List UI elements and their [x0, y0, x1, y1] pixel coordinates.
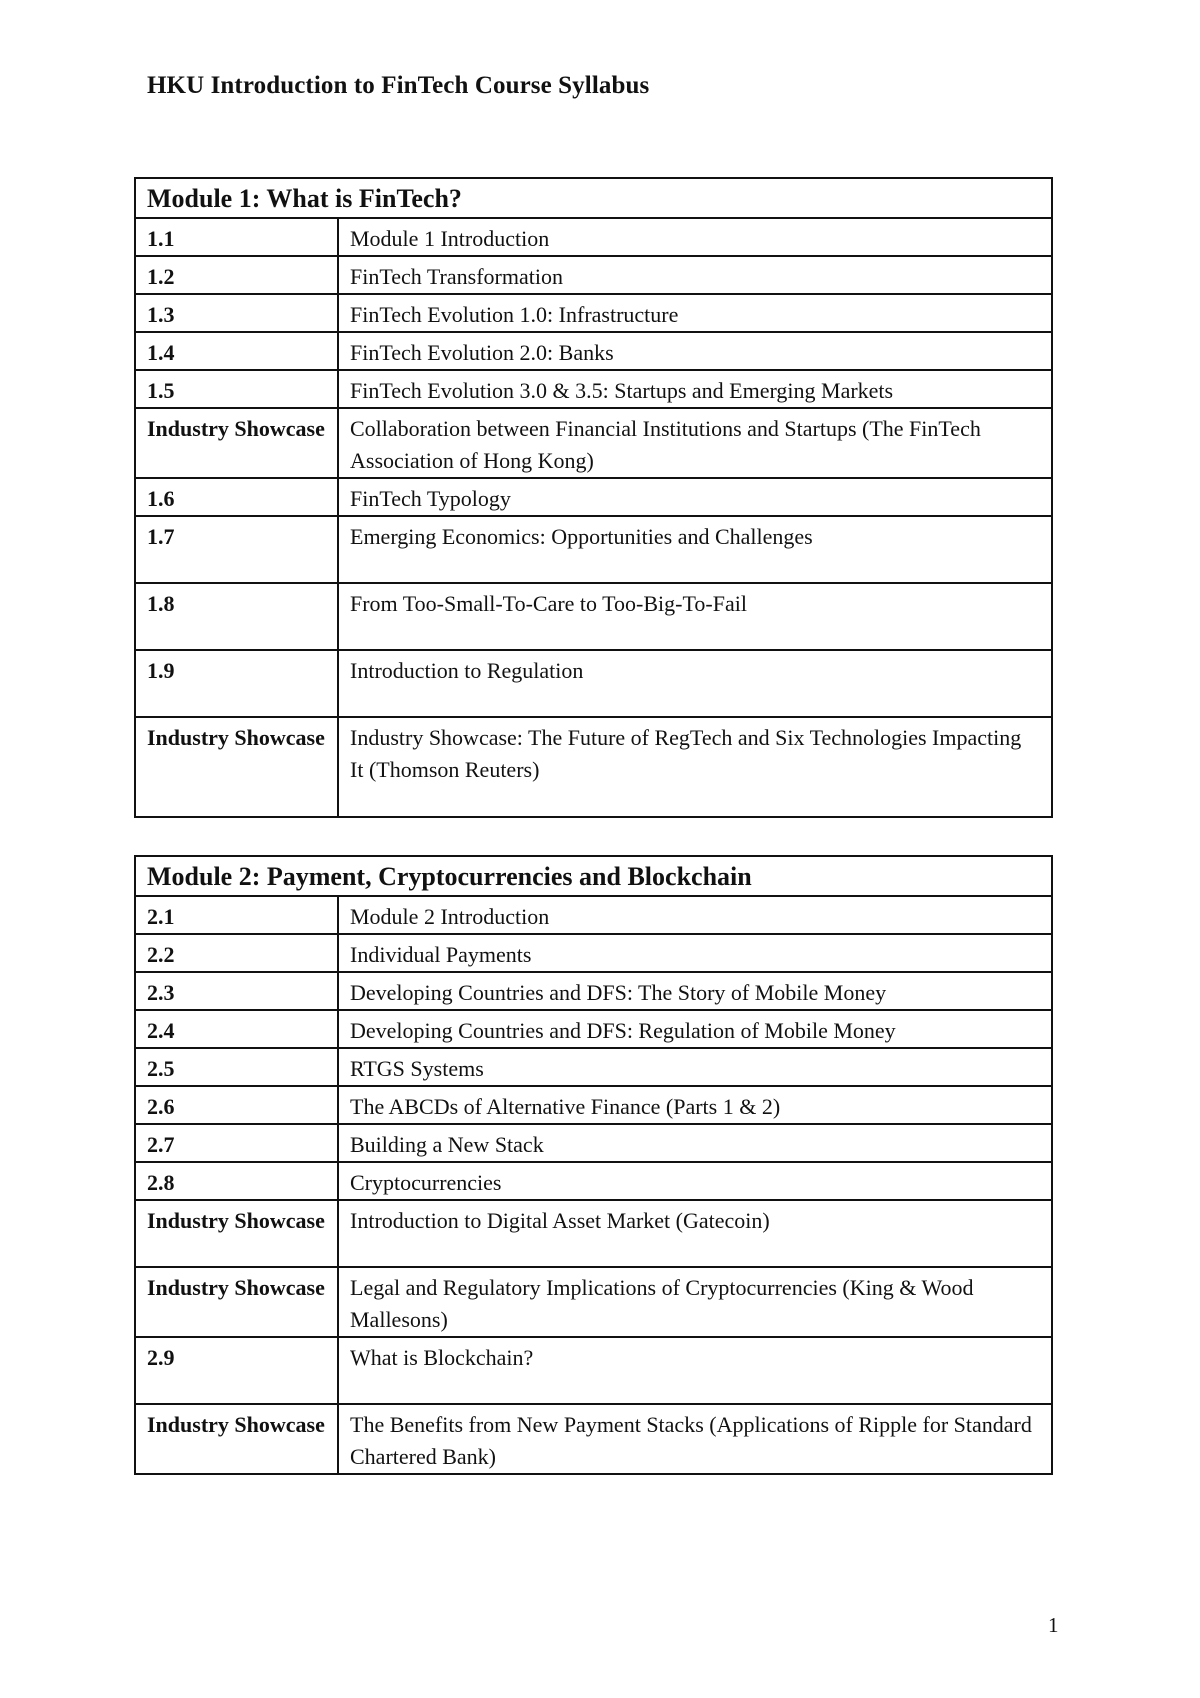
lesson-topic: Building a New Stack [338, 1124, 1052, 1162]
module-title: Module 2: Payment, Cryptocurrencies and Blockchain [135, 856, 1052, 896]
lesson-number: Industry Showcase [135, 408, 338, 478]
lesson-topic: Introduction to Digital Asset Market (Gatecoin) [338, 1200, 1052, 1267]
table-row [135, 1010, 1052, 1048]
lesson-topic: RTGS Systems [338, 1048, 1052, 1086]
table-row [135, 370, 1052, 408]
lesson-number: 1.3 [135, 294, 338, 332]
lesson-number: 1.8 [135, 583, 338, 650]
table-row [135, 256, 1052, 294]
table-row [135, 896, 1052, 934]
lesson-number: 2.4 [135, 1010, 338, 1048]
lesson-number: 1.5 [135, 370, 338, 408]
lesson-number: 2.3 [135, 972, 338, 1010]
lesson-topic: Cryptocurrencies [338, 1162, 1052, 1200]
table-row [135, 294, 1052, 332]
module-header-row [135, 178, 1052, 218]
document-title: HKU Introduction to FinTech Course Syllabus [147, 72, 650, 99]
lesson-topic: Introduction to Regulation [338, 650, 1052, 717]
lesson-topic: FinTech Transformation [338, 256, 1052, 294]
lesson-number: 1.1 [135, 218, 338, 256]
table-row [135, 1337, 1052, 1404]
lesson-topic: The ABCDs of Alternative Finance (Parts 1 & 2) [338, 1086, 1052, 1124]
table-row [135, 1200, 1052, 1267]
module-header-row [135, 856, 1052, 896]
page-number: 1 [1048, 1613, 1059, 1637]
lesson-number: Industry Showcase [135, 1200, 338, 1267]
lesson-topic: From Too-Small-To-Care to Too-Big-To-Fail [338, 583, 1052, 650]
lesson-number: 1.7 [135, 516, 338, 583]
lesson-number: 1.2 [135, 256, 338, 294]
table-row [135, 583, 1052, 650]
table-row [135, 332, 1052, 370]
table-row [135, 408, 1052, 478]
module-2-table [134, 855, 1053, 1475]
lesson-topic: FinTech Typology [338, 478, 1052, 516]
lesson-topic: The Benefits from New Payment Stacks (Applications of Ripple for Standard Chartered Bank) [338, 1404, 1052, 1474]
table-row [135, 1124, 1052, 1162]
table-row [135, 1086, 1052, 1124]
lesson-topic: Industry Showcase: The Future of RegTech and Six Technologies Impacting It (Thomson Reuters) [338, 717, 1052, 817]
lesson-topic: FinTech Evolution 3.0 & 3.5: Startups and Emerging Markets [338, 370, 1052, 408]
lesson-topic: Emerging Economics: Opportunities and Challenges [338, 516, 1052, 583]
table-row [135, 717, 1052, 817]
lesson-topic: Module 2 Introduction [338, 896, 1052, 934]
lesson-number: 1.6 [135, 478, 338, 516]
lesson-topic: Individual Payments [338, 934, 1052, 972]
table-row [135, 516, 1052, 583]
table-row [135, 218, 1052, 256]
table-row [135, 1404, 1052, 1474]
lesson-topic: Developing Countries and DFS: Regulation of Mobile Money [338, 1010, 1052, 1048]
lesson-number: Industry Showcase [135, 717, 338, 817]
lesson-number: 2.9 [135, 1337, 338, 1404]
lesson-number: 2.8 [135, 1162, 338, 1200]
lesson-topic: Module 1 Introduction [338, 218, 1052, 256]
table-row [135, 650, 1052, 717]
lesson-topic: What is Blockchain? [338, 1337, 1052, 1404]
module-1-table [134, 177, 1053, 818]
lesson-number: 2.7 [135, 1124, 338, 1162]
lesson-topic: Collaboration between Financial Institutions and Startups (The FinTech Association of Hong Kong) [338, 408, 1052, 478]
lesson-topic: Legal and Regulatory Implications of Cryptocurrencies (King & Wood Mallesons) [338, 1267, 1052, 1337]
lesson-number: 2.5 [135, 1048, 338, 1086]
module-title: Module 1: What is FinTech? [135, 178, 1052, 218]
table-row [135, 1162, 1052, 1200]
lesson-topic: FinTech Evolution 1.0: Infrastructure [338, 294, 1052, 332]
lesson-number: 2.6 [135, 1086, 338, 1124]
table-row [135, 1048, 1052, 1086]
lesson-topic: Developing Countries and DFS: The Story of Mobile Money [338, 972, 1052, 1010]
lesson-number: 1.9 [135, 650, 338, 717]
lesson-number: Industry Showcase [135, 1267, 338, 1337]
lesson-topic: FinTech Evolution 2.0: Banks [338, 332, 1052, 370]
lesson-number: 1.4 [135, 332, 338, 370]
table-row [135, 972, 1052, 1010]
lesson-number: 2.2 [135, 934, 338, 972]
lesson-number: 2.1 [135, 896, 338, 934]
table-row [135, 478, 1052, 516]
lesson-number: Industry Showcase [135, 1404, 338, 1474]
table-row [135, 1267, 1052, 1337]
table-row [135, 934, 1052, 972]
